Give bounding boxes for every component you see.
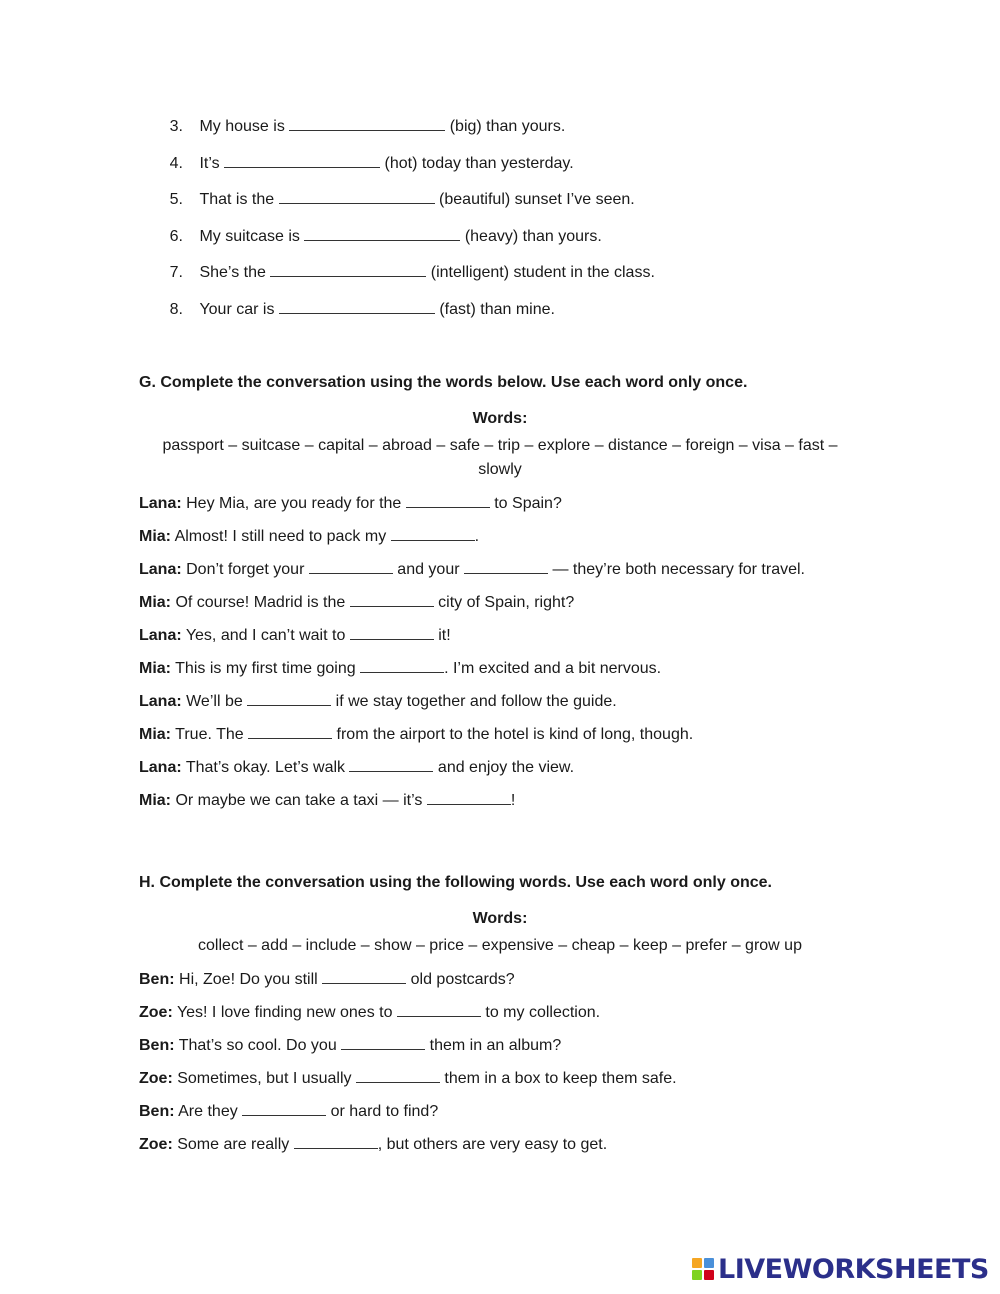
section-h-words-title: Words:	[472, 910, 528, 927]
answer-blank[interactable]	[242, 1102, 326, 1116]
dialogue-line: Lana: Yes, and I can’t wait to it!	[139, 627, 451, 644]
answer-blank[interactable]	[247, 692, 331, 706]
dialogue-line: Mia: Almost! I still need to pack my .	[139, 528, 480, 545]
dialogue-line: Zoe: Yes! I love finding new ones to to my collection.	[139, 1004, 601, 1021]
list-item: 6. My suitcase is (heavy) than yours.	[169, 228, 602, 245]
dialogue-line: Lana: That’s okay. Let’s walk and enjoy the view.	[139, 759, 575, 776]
answer-blank[interactable]	[279, 190, 435, 204]
dialogue-line: Mia: True. The from the airport to the hotel is kind of long, though.	[139, 726, 694, 743]
logo-blocks-icon	[692, 1258, 714, 1280]
logo-text: LIVEWORKSHEETS	[718, 1253, 989, 1285]
list-item: 7. She’s the (intelligent) student in the class.	[169, 264, 655, 281]
list-item: 4. It’s (hot) today than yesterday.	[169, 155, 574, 172]
answer-blank[interactable]	[356, 1069, 440, 1083]
answer-blank[interactable]	[360, 659, 444, 673]
answer-blank[interactable]	[406, 494, 490, 508]
list-item: 5. That is the (beautiful) sunset I’ve seen.	[169, 191, 635, 208]
answer-blank[interactable]	[309, 560, 393, 574]
dialogue-line: Lana: Hey Mia, are you ready for the to Spain?	[139, 495, 562, 512]
answer-blank[interactable]	[350, 626, 434, 640]
answer-blank[interactable]	[248, 725, 332, 739]
logo-block	[704, 1258, 714, 1268]
dialogue-line: Mia: Or maybe we can take a taxi — it’s !	[139, 792, 516, 809]
dialogue-line: Lana: We’ll be if we stay together and follow the guide.	[139, 693, 617, 710]
dialogue-line: Ben: Are they or hard to find?	[139, 1103, 439, 1120]
answer-blank[interactable]	[224, 154, 380, 168]
liveworksheets-logo[interactable]	[692, 1254, 989, 1284]
section-g-word-bank: passport – suitcase – capital – abroad – safe – trip – explore – distance – foreign – visa – fast – slowly	[162, 437, 838, 478]
answer-blank[interactable]	[427, 791, 511, 805]
answer-blank[interactable]	[304, 227, 460, 241]
section-g-heading: G. Complete the conversation using the words below. Use each word only once.	[139, 374, 748, 391]
section-h-word-bank: collect – add – include – show – price – expensive – cheap – keep – prefer – grow up	[198, 937, 802, 954]
dialogue-line: Mia: This is my first time going . I’m excited and a bit nervous.	[139, 660, 662, 677]
dialogue-line: Lana: Don’t forget your and your — they’re both necessary for travel.	[139, 561, 805, 578]
answer-blank[interactable]	[341, 1036, 425, 1050]
answer-blank[interactable]	[289, 117, 445, 131]
answer-blank[interactable]	[270, 263, 426, 277]
dialogue-line: Zoe: Sometimes, but I usually them in a box to keep them safe.	[139, 1070, 677, 1087]
dialogue-line: Ben: That’s so cool. Do you them in an album?	[139, 1037, 562, 1054]
answer-blank[interactable]	[350, 593, 434, 607]
dialogue-line: Ben: Hi, Zoe! Do you still old postcards?	[139, 971, 515, 988]
dialogue-line: Zoe: Some are really , but others are very easy to get.	[139, 1136, 608, 1153]
logo-block	[692, 1258, 702, 1268]
section-g-words-title: Words:	[472, 410, 528, 427]
section-h-heading: H. Complete the conversation using the following words. Use each word only once.	[139, 874, 772, 891]
answer-blank[interactable]	[391, 527, 475, 541]
answer-blank[interactable]	[322, 970, 406, 984]
dialogue-line: Mia: Of course! Madrid is the city of Spain, right?	[139, 594, 575, 611]
answer-blank[interactable]	[397, 1003, 481, 1017]
logo-block	[704, 1270, 714, 1280]
logo-block	[692, 1270, 702, 1280]
answer-blank[interactable]	[464, 560, 548, 574]
list-item: 3. My house is (big) than yours.	[169, 118, 566, 135]
list-item: 8. Your car is (fast) than mine.	[169, 301, 555, 318]
answer-blank[interactable]	[279, 300, 435, 314]
answer-blank[interactable]	[349, 758, 433, 772]
answer-blank[interactable]	[294, 1135, 378, 1149]
